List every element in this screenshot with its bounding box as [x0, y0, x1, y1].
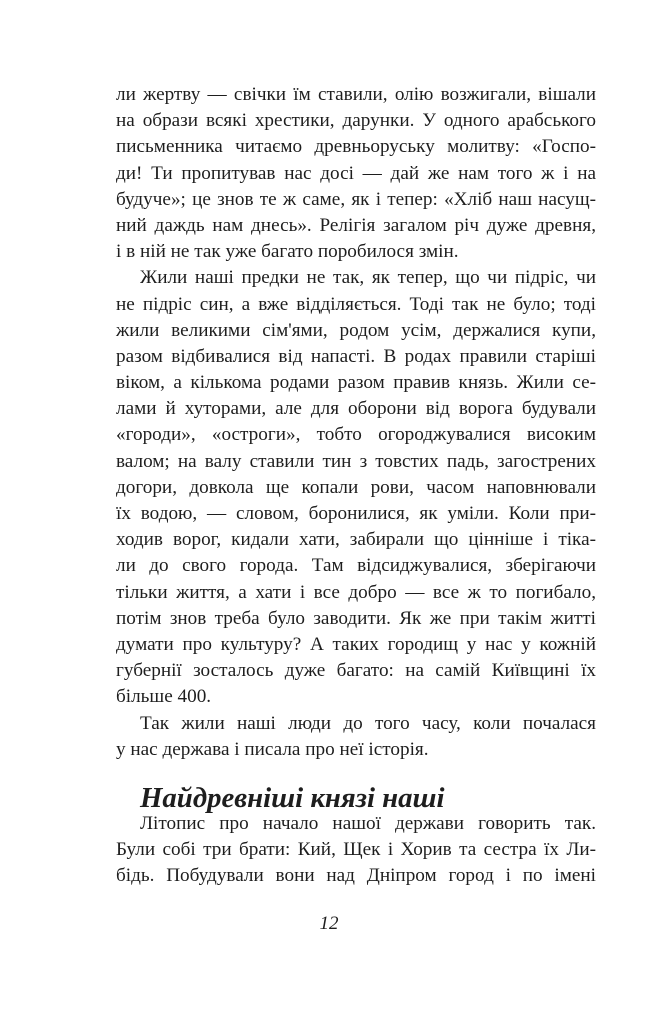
page-body [116, 82, 596, 890]
text-line: тільки життя, а хати і все добро — все ж то погибало, [116, 581, 596, 603]
text-line: догори, довкола ще копали рови, часом наповнювали [116, 476, 596, 498]
text-line: ли жертву — свічки їм ставили, олію возжигали, вішали [116, 84, 596, 105]
text-line: ди! Ти пропитував нас досі — дай же нам того ж і на [116, 162, 596, 184]
text-line: ходив ворог, кидали хати, забирали що цінніше і тіка- [116, 529, 596, 551]
text-line: будуче»; це знов те ж саме, як і тепер: «Хліб наш насущ- [116, 188, 596, 210]
text-line: на образи всякі хрестики, дарунки. У одного арабського [116, 110, 596, 132]
text-line: валом; на валу ставили тин з товстих падь, загострених [116, 450, 596, 472]
text-line: разом відбивалися від напасті. В родах правили старіші [116, 345, 596, 367]
paragraph-2 [116, 265, 596, 710]
text-line: ний даждь нам днесь». Релігія загалом річ дуже древня, [116, 214, 596, 236]
text-line: їх водою, — словом, боронилися, як уміли. Коли при- [116, 503, 596, 524]
section-heading: Найдревніші князі наші [140, 781, 445, 814]
text-line: і в ній не так уже багато поробилося змін. [116, 241, 459, 263]
paragraph-1 [116, 82, 596, 265]
page-number: 12 [319, 913, 339, 934]
text-line: потім знов треба було заводити. Як же при такім житті [116, 607, 596, 629]
paragraph-4 [116, 811, 596, 890]
text-line: бідь. Побудували вони над Дніпром город і по імені [116, 865, 596, 887]
text-line: більше 400. [116, 686, 212, 708]
text-line: віком, а кількома родами разом правив князь. Жили се- [116, 372, 596, 394]
text-line: думати про культуру? А таких городищ у нас у кожній [116, 633, 596, 655]
text-line: ли до свого города. Там відсиджувалися, зберігаючи [116, 555, 596, 577]
text-line: Літопис про начало нашої держави говорить так. [140, 813, 596, 835]
text-line: Жили наші предки не так, як тепер, що чи підріс, чи [140, 267, 596, 289]
text-line: Так жили наші люди до того часу, коли почалася [140, 712, 596, 734]
text-line: не підріс син, а вже відділяється. Тоді так не було; тоді [116, 293, 596, 315]
text-line: жили великими сім'ями, родом усім, держалися купи, [116, 319, 596, 341]
text-line: письменника читаємо древньоруську молитву: «Госпо- [116, 136, 596, 158]
text-line: у нас держава і писала про неї історія. [116, 738, 429, 760]
paragraph-3 [116, 711, 596, 763]
text-line: лами й хуторами, але для оборони від ворога будували [116, 398, 596, 420]
text-line: Були собі три брати: Кий, Щек і Хорив та сестра їх Ли- [116, 839, 596, 861]
text-line: «городи», «остроги», тобто огороджувалися високим [116, 424, 596, 446]
text-line: губернії зосталось дуже багато: на самій Київщині їх [116, 660, 596, 682]
